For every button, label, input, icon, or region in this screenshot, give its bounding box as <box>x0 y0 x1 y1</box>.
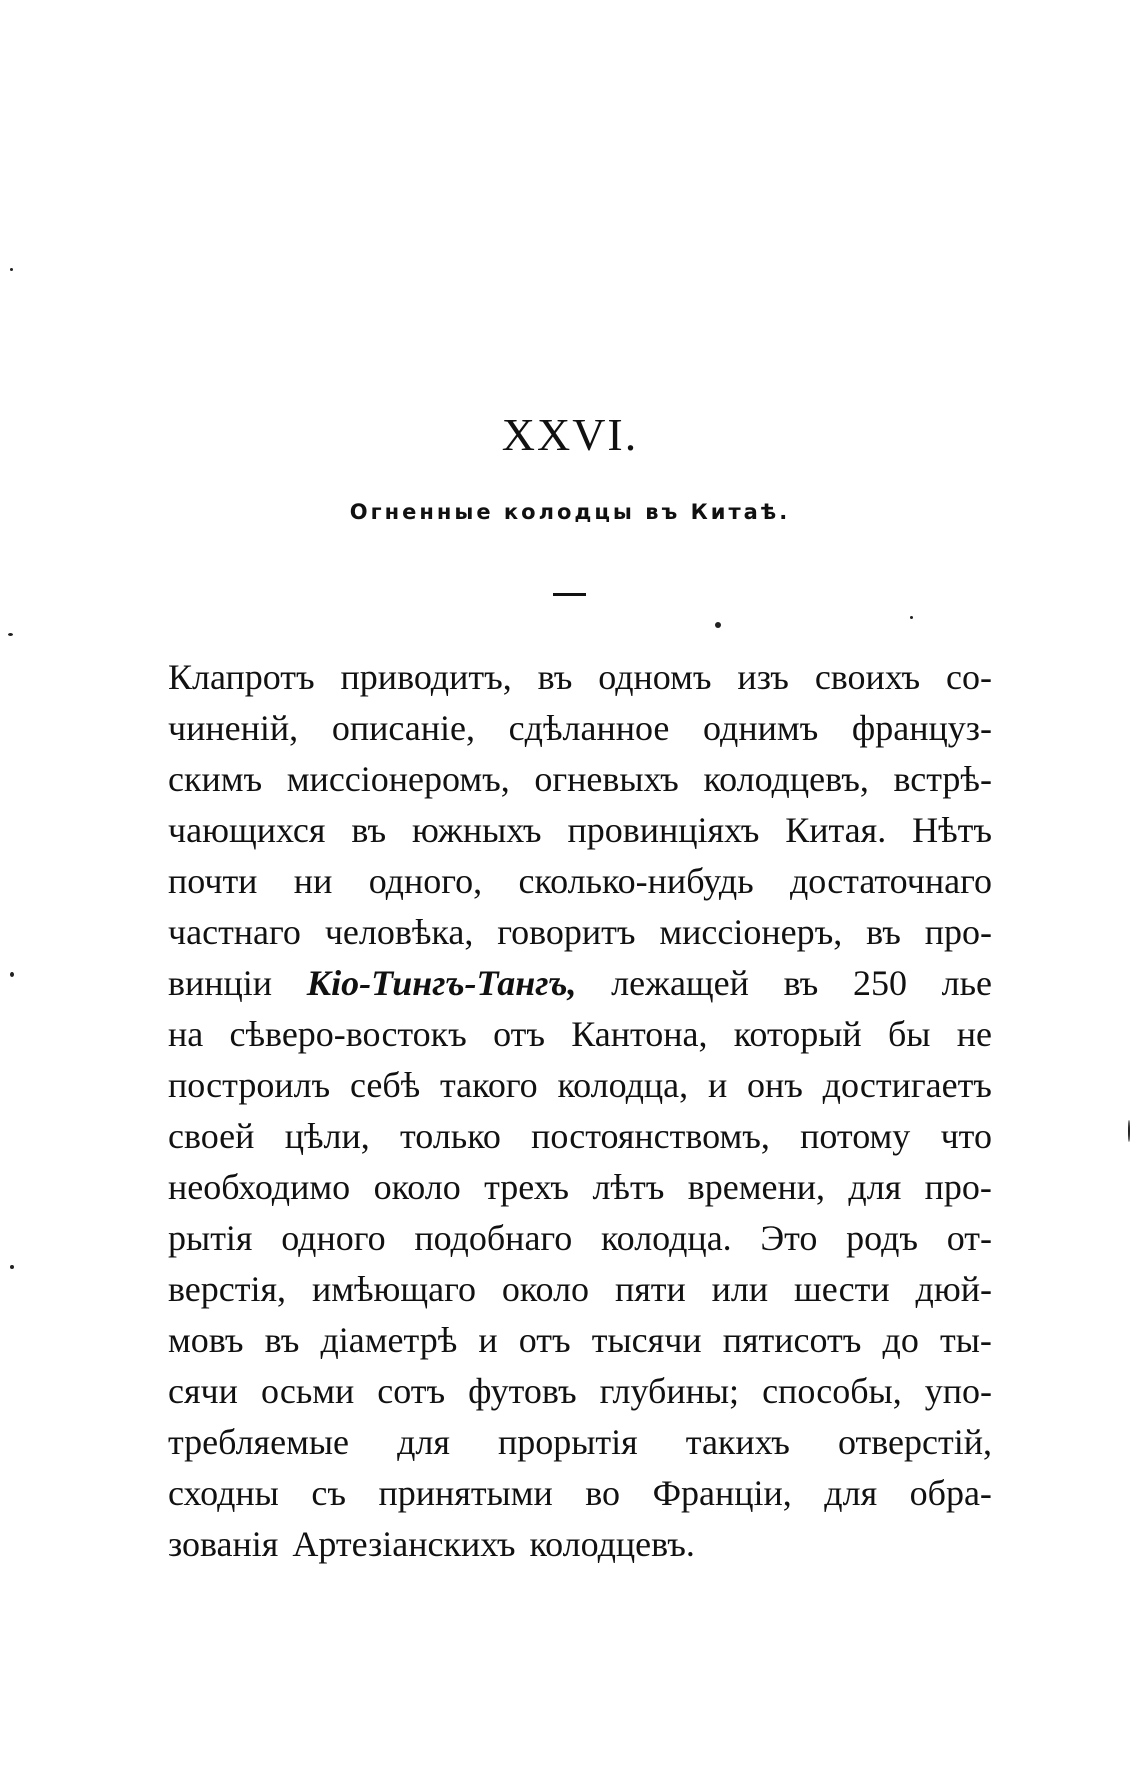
word: Клапротъ <box>168 657 315 697</box>
word: от- <box>946 1218 992 1258</box>
word: лежащей <box>611 963 749 1003</box>
text-line <box>168 652 992 703</box>
word: такого <box>440 1065 538 1105</box>
separator-dash <box>553 593 586 596</box>
word: который <box>733 1014 862 1054</box>
word: на <box>168 1014 204 1054</box>
word: одного, <box>368 861 483 901</box>
word: рытія <box>168 1218 253 1258</box>
chapter-number: XXVI. <box>501 409 639 460</box>
text-line <box>168 754 992 805</box>
word: одномъ <box>598 657 712 697</box>
word: француз- <box>851 708 992 748</box>
word: ты- <box>939 1320 992 1360</box>
word: во <box>585 1473 621 1513</box>
word: 250 <box>852 963 907 1003</box>
word: своей <box>168 1116 255 1156</box>
word: въ <box>783 963 819 1003</box>
word: колодца. <box>601 1218 732 1258</box>
word: человѣка, <box>324 912 474 952</box>
text-line <box>168 1519 992 1570</box>
word: сдѣланное <box>508 708 670 748</box>
text-line <box>168 1366 992 1417</box>
word: требляемые <box>168 1422 350 1462</box>
scan-speck <box>8 633 13 636</box>
word: говоритъ <box>497 912 636 952</box>
word: въ <box>537 657 573 697</box>
word: съ <box>311 1473 346 1513</box>
word: Кіо-Тингъ-Тангъ, <box>306 963 577 1003</box>
word: имѣющаго <box>311 1269 476 1309</box>
word: почти <box>168 861 258 901</box>
word: лѣтъ <box>592 1167 665 1207</box>
word: Франціи, <box>652 1473 792 1513</box>
word: принятыми <box>378 1473 553 1513</box>
text-line <box>168 1162 992 1213</box>
word: колодца, <box>557 1065 689 1105</box>
word: пятисотъ <box>722 1320 862 1360</box>
body-text <box>168 652 992 1570</box>
word: провинціяхъ <box>567 810 760 850</box>
word: упо- <box>924 1371 992 1411</box>
word: верстія, <box>168 1269 287 1309</box>
text-line <box>168 1111 992 1162</box>
text-line <box>168 1417 992 1468</box>
word: или <box>711 1269 769 1309</box>
word: изъ <box>737 657 789 697</box>
word: себѣ <box>349 1065 421 1105</box>
word: одного <box>281 1218 386 1258</box>
word: тысячи <box>591 1320 702 1360</box>
text-line <box>168 805 992 856</box>
word: не <box>956 1014 992 1054</box>
word: бы <box>887 1014 931 1054</box>
word: пяти <box>614 1269 686 1309</box>
text-line <box>168 1264 992 1315</box>
word: трехъ <box>484 1167 570 1207</box>
word: отъ <box>493 1014 545 1054</box>
word: такихъ <box>685 1422 790 1462</box>
word: необходимо <box>168 1167 351 1207</box>
scan-speck <box>910 616 913 619</box>
word: однимъ <box>703 708 819 748</box>
word: около <box>373 1167 461 1207</box>
word: осьми <box>260 1371 355 1411</box>
word: чающихся <box>168 810 326 850</box>
word: и <box>478 1320 498 1360</box>
word: отъ <box>518 1320 571 1360</box>
word: Артезіанскихъ <box>292 1524 516 1564</box>
word: для <box>824 1473 878 1513</box>
word: прорытія <box>497 1422 638 1462</box>
word: приводитъ, <box>340 657 512 697</box>
chapter-title: Огненные колодцы въ Китаѣ. <box>349 500 791 524</box>
word: Нѣтъ <box>912 810 992 850</box>
text-line <box>168 1468 992 1519</box>
word: со- <box>945 657 992 697</box>
word: мовъ <box>168 1320 244 1360</box>
word: отверстій, <box>837 1422 992 1462</box>
word: зованія <box>168 1524 279 1564</box>
word: что <box>940 1116 992 1156</box>
word: колодцевъ. <box>529 1524 695 1564</box>
word: построилъ <box>168 1065 331 1105</box>
word: про- <box>924 912 992 952</box>
word: шести <box>794 1269 890 1309</box>
text-line <box>168 703 992 754</box>
word: постоянствомъ, <box>531 1116 770 1156</box>
word: діаметрѣ <box>320 1320 458 1360</box>
word: ни <box>293 861 333 901</box>
scan-speck <box>715 622 721 628</box>
word: про- <box>924 1167 992 1207</box>
word: для <box>397 1422 450 1462</box>
scan-speck <box>10 268 13 271</box>
text-line <box>168 1213 992 1264</box>
word: онъ <box>746 1065 803 1105</box>
word: достаточнаго <box>789 861 992 901</box>
word: Китая. <box>785 810 887 850</box>
scan-speck <box>1128 1120 1130 1142</box>
word: для <box>848 1167 902 1207</box>
word: встрѣ- <box>893 759 992 799</box>
word: описаніе, <box>331 708 475 748</box>
word: въ <box>866 912 901 952</box>
text-line <box>168 958 992 1009</box>
word: сколько-нибудь <box>518 861 754 901</box>
word: и <box>707 1065 728 1105</box>
word: Это <box>760 1218 818 1258</box>
word: южныхъ <box>411 810 542 850</box>
word: времени, <box>687 1167 825 1207</box>
word: частнаго <box>168 912 301 952</box>
word: въ <box>351 810 387 850</box>
word: потому <box>800 1116 911 1156</box>
word: достигаетъ <box>822 1065 992 1105</box>
word: сотъ <box>377 1371 446 1411</box>
word: около <box>501 1269 590 1309</box>
word: сячи <box>168 1371 238 1411</box>
scan-speck <box>10 972 14 977</box>
word: подобнаго <box>414 1218 573 1258</box>
word: Кантона, <box>571 1014 708 1054</box>
word: сѣверо-востокъ <box>229 1014 467 1054</box>
word: чиненій, <box>168 708 299 748</box>
word: лье <box>941 963 992 1003</box>
word: огневыхъ <box>534 759 679 799</box>
word: родъ <box>846 1218 919 1258</box>
word: обра- <box>909 1473 992 1513</box>
word: въ <box>264 1320 300 1360</box>
word: миссіонеръ, <box>659 912 843 952</box>
word: способы, <box>762 1371 902 1411</box>
word: футовъ <box>468 1371 577 1411</box>
text-line <box>168 856 992 907</box>
word: колодцевъ, <box>703 759 869 799</box>
text-line <box>168 1009 992 1060</box>
word: своихъ <box>814 657 921 697</box>
word: только <box>400 1116 501 1156</box>
word: до <box>882 1320 919 1360</box>
word: дюй- <box>915 1269 992 1309</box>
word: глубины; <box>599 1371 740 1411</box>
text-line <box>168 907 992 958</box>
word: скимъ <box>168 759 263 799</box>
word: миссіонеромъ, <box>286 759 510 799</box>
word: цѣли, <box>284 1116 370 1156</box>
text-line <box>168 1060 992 1111</box>
word: сходны <box>168 1473 279 1513</box>
word: винціи <box>168 963 273 1003</box>
text-line <box>168 1315 992 1366</box>
scan-speck <box>10 1265 14 1269</box>
